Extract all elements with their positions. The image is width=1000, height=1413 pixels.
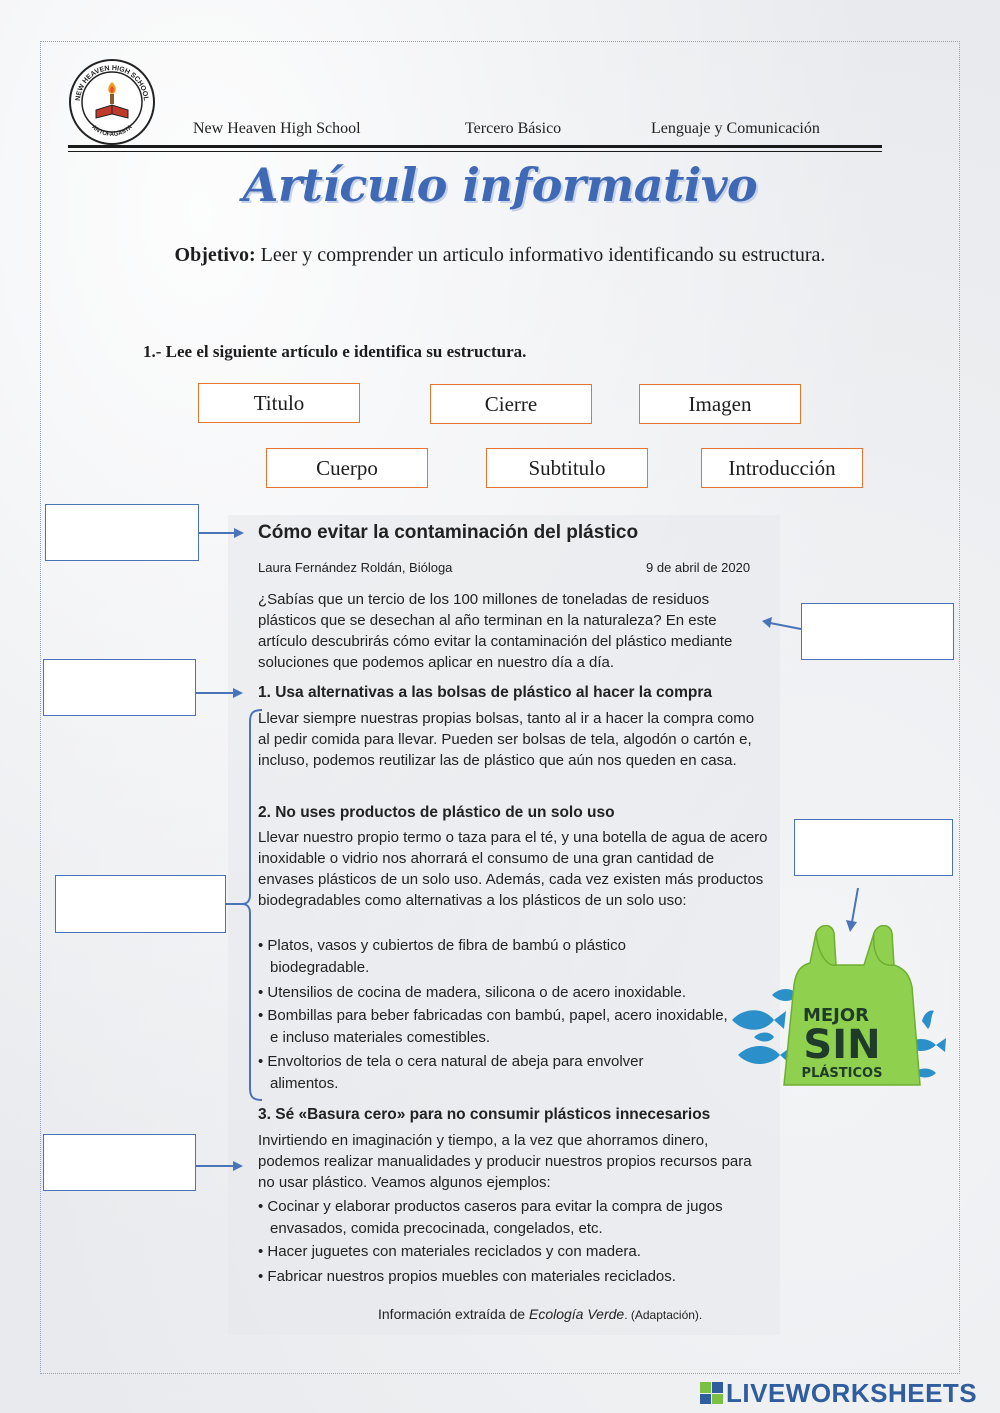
list-item: • Bombillas para beber fabricadas con bambú, papel, acero inoxidable, e incluso materiales comestibles. (258, 1007, 728, 1046)
article-source-suffix: . (Adaptación). (624, 1308, 703, 1322)
list-item: • Platos, vasos y cubiertos de fibra de bambú o plástico biodegradable. (258, 937, 626, 976)
header-grade: Tercero Básico (465, 120, 562, 137)
list-item: • Utensilios de cocina de madera, silicona o de acero inoxidable. (258, 984, 687, 1001)
article-source-prefix: Información extraída de (378, 1306, 529, 1322)
article-section-3-text: Invirtiendo en imaginación y tiempo, a la vez que ahorramos dinero, podemos realizar manualidades y producir nuestros propios recursos para no usar plástico. Veamos algunos ejemplos: (258, 1132, 752, 1191)
list-item-text: Bombillas para beber fabricadas con bambú, papel, acero inoxidable, e incluso materiales comestibles. (267, 1007, 728, 1046)
word-bank-item-titulo[interactable]: Titulo (198, 383, 360, 423)
logo-ring-text-bottom: ANTOFAGASTA (90, 124, 134, 139)
article-author: Laura Fernández Roldán, Bióloga (258, 560, 453, 575)
list-item-text: Fabricar nuestros propios muebles con materiales reciclados. (267, 1268, 676, 1285)
word-bank-item-cierre[interactable]: Cierre (430, 384, 592, 424)
article-introduction: ¿Sabías que un tercio de los 100 millones de toneladas de residuos plásticos que se desechan al año terminan en la naturaleza? En este artículo descubrirás cómo evitar la contaminación del plástico mediante soluciones que podemos aplicar en nuestro día a día. (258, 591, 733, 671)
list-item: • Envoltorios de tela o cera natural de abeja para envolver alimentos. (258, 1053, 644, 1092)
bag-text-line3: PLÁSTICOS (801, 1066, 883, 1081)
objective-label: Objetivo: (174, 244, 256, 266)
liveworksheets-icon (700, 1382, 722, 1404)
arrow-head (762, 617, 772, 628)
liveworksheets-text: LIVEWORKSHEETS (726, 1377, 978, 1408)
liveworksheets-logo (700, 1378, 977, 1408)
header-school-name: New Heaven High School (193, 120, 361, 137)
article-subtitle-3: 3. Sé «Basura cero» para no consumir plásticos innecesarios (258, 1106, 711, 1123)
arrow-head (233, 688, 243, 698)
arrow-to-image (852, 888, 858, 922)
word-bank-item-cuerpo[interactable]: Cuerpo (266, 448, 428, 488)
article-date: 9 de abril de 2020 (646, 560, 751, 575)
article-title: Cómo evitar la contaminación del plástico (258, 522, 639, 543)
list-item: • Cocinar y elaborar productos caseros para evitar la compra de jugos envasados, comida precocinada, congelados, etc. (258, 1198, 723, 1237)
list-item-text: Cocinar y elaborar productos caseros para evitar la compra de jugos envasados, comida precocinada, congelados, etc. (267, 1198, 723, 1237)
arrow-head (234, 528, 244, 538)
bag-text-line2: SIN (803, 1022, 881, 1068)
article-subtitle-2: 2. No uses productos de plástico de un solo uso (258, 804, 615, 821)
bag-text-line1: MEJOR (802, 1005, 870, 1026)
article-section-2-text: Llevar nuestro propio termo o taza para el té, y una botella de agua de acero inoxidable o vidrio nos ahorrará el consumo de una gran cantidad de envases plásticos de un solo uso. Además, cada vez existen más productos biodegradables como alternativas a los plásticos de un solo uso: (258, 829, 768, 909)
logo-ring-text-top: NEW HEAVEN HIGH SCHOOL (74, 64, 150, 102)
article-subtitle-1: 1. Usa alternativas a las bolsas de plástico al hacer la compra (258, 684, 713, 701)
list-item-text: Hacer juguetes con materiales reciclados y con madera. (267, 1243, 641, 1260)
article-source-name: Ecología Verde (528, 1306, 625, 1322)
list-item: • Fabricar nuestros propios muebles con materiales reciclados. (258, 1268, 676, 1285)
worksheet-title: Artículo informativo (242, 158, 758, 212)
arrow-head (846, 920, 857, 932)
header-subject: Lenguaje y Comunicación (651, 120, 820, 137)
list-item-text: Platos, vasos y cubiertos de fibra de bambú o plástico biodegradable. (267, 937, 626, 976)
list-item-text: Utensilios de cocina de madera, silicona o de acero inoxidable. (267, 984, 687, 1001)
objective-text: Leer y comprender un articulo informativo identificando su estructura. (255, 244, 826, 266)
list-item: • Hacer juguetes con materiales reciclados y con madera. (258, 1243, 641, 1260)
word-bank-item-introduccion[interactable]: Introducción (701, 448, 863, 488)
word-bank-item-imagen[interactable]: Imagen (639, 384, 801, 424)
body-bracket (242, 710, 262, 1100)
arrow-to-introduction (770, 623, 801, 629)
article-section-1-text: Llevar siempre nuestras propias bolsas, tanto al ir a hacer la compra como al pedir comida para llevar. Pueden ser bolsas de tela, algodón o cartón e, incluso, podemos reutilizar las de plástico que aún nos queden en casa. (258, 710, 755, 769)
arrow-head (233, 1161, 243, 1171)
list-item-text: Envoltorios de tela o cera natural de abeja para envolver alimentos. (267, 1053, 644, 1092)
instruction: 1.- Lee el siguiente artículo e identifica su estructura. (143, 342, 527, 361)
word-bank-item-subtitulo[interactable]: Subtitulo (486, 448, 648, 488)
